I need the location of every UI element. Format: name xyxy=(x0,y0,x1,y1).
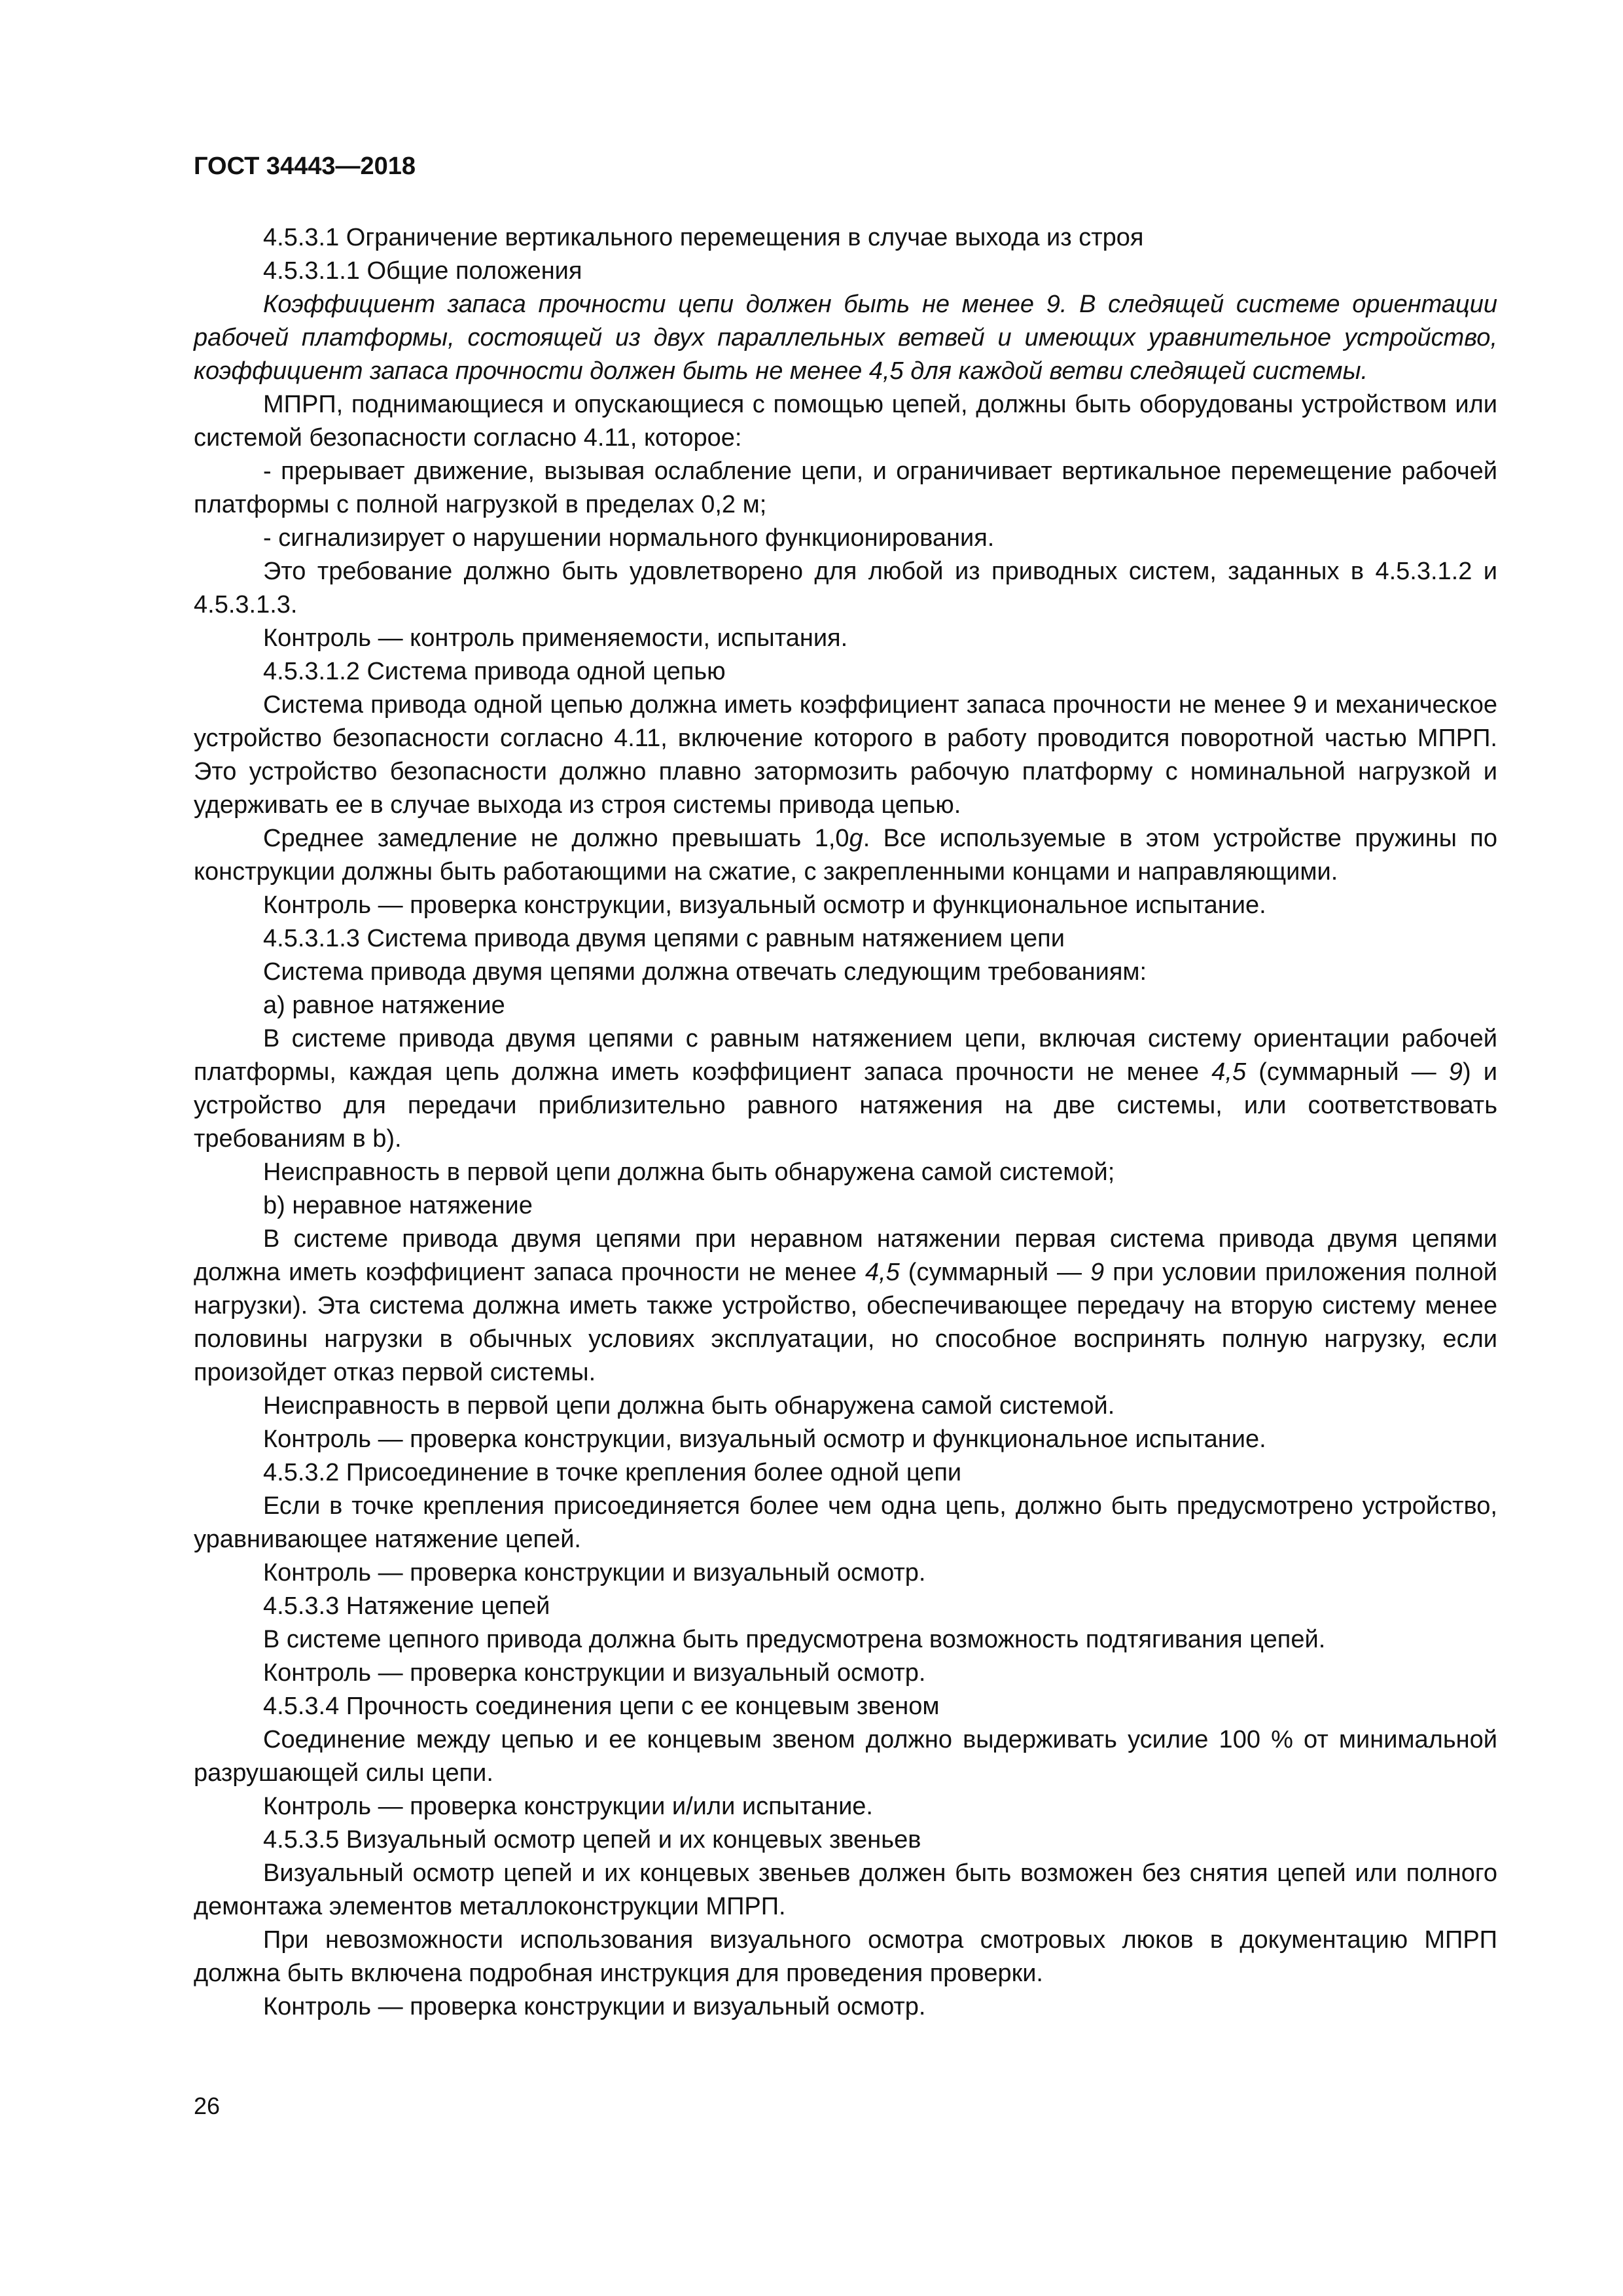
paragraph: При невозможности использования визуального осмотра смотровых люков в документацию МПРП должна быть включена подробная инструкция для проведения проверки. xyxy=(194,1926,1497,1987)
paragraph-text: В системе привода двумя цепями с равным натяжением цепи, включая систему ориентации рабочей платформы, каждая цепь должна иметь коэффициент запаса прочности не менее xyxy=(194,1025,1497,1086)
section-heading-4-5-3-1-3: 4.5.3.1.3 Система привода двумя цепями с равным натяжением цепи xyxy=(263,925,1065,952)
control-note: Контроль — контроль применяемости, испытания. xyxy=(263,624,848,652)
list-item-b: b) неравное натяжение xyxy=(263,1192,533,1219)
paragraph xyxy=(194,822,1497,889)
italic-number: 9 xyxy=(1090,1259,1105,1286)
document-header: ГОСТ 34443—2018 xyxy=(194,152,416,180)
control-note: Контроль — проверка конструкции и/или испытание. xyxy=(263,1793,873,1820)
paragraph-text: ) и устройство для передачи приблизительно равного натяжения на две системы, или соответствовать требованиям в b). xyxy=(194,1058,1497,1153)
paragraph: МПРП, поднимающиеся и опускающиеся с помощью цепей, должны быть оборудованы устройством или системой безопасности согласно 4.11, которое: xyxy=(194,391,1497,452)
italic-number: 9 xyxy=(1448,1058,1463,1086)
section-heading-4-5-3-2: 4.5.3.2 Присоединение в точке крепления более одной цепи xyxy=(263,1459,962,1486)
italic-number: 4,5 xyxy=(865,1259,900,1286)
paragraph: Неисправность в первой цепи должна быть обнаружена самой системой; xyxy=(263,1158,1115,1186)
section-heading-4-5-3-1-2: 4.5.3.1.2 Система привода одной цепью xyxy=(263,658,726,685)
gravity-symbol: g xyxy=(849,825,863,852)
paragraph-text: . Все используемые в этом устройстве пружины по конструкции должны быть работающими на сжатие, с закрепленными концами и направляющими. xyxy=(194,825,1497,886)
paragraph: Соединение между цепью и ее концевым звеном должно выдерживать усилие 100 % от минимальной разрушающей силы цепи. xyxy=(194,1726,1497,1787)
paragraph: Система привода одной цепью должна иметь коэффициент запаса прочности не менее 9 и механическое устройство безопасности согласно 4.11, включение которого в работу проводится поворотной частью МПРП. Это устройство безопасности должно плавно затормозить рабочую платформу с номинальной нагрузкой и удерживать ее в случае выхода из строя системы привода цепью. xyxy=(194,691,1497,819)
paragraph-text: (суммарный — xyxy=(899,1259,1091,1286)
control-note: Контроль — проверка конструкции и визуальный осмотр. xyxy=(263,1559,926,1587)
paragraph-text: Среднее замедление не должно превышать 1,0 xyxy=(263,825,849,852)
italic-number: 4,5 xyxy=(1211,1058,1247,1086)
paragraph: Это требование должно быть удовлетворено для любой из приводных систем, заданных в 4.5.3.1.2 и 4.5.3.1.3. xyxy=(194,558,1497,619)
section-heading-4-5-3-3: 4.5.3.3 Натяжение цепей xyxy=(263,1592,550,1620)
italic-paragraph: Коэффициент запаса прочности цепи должен быть не менее 9. В следящей системе ориентации рабочей платформы, состоящей из двух параллельных ветвей и имеющих уравнительное устройство, коэффициент запаса прочности должен быть не менее 4,5 для каждой ветви следящей системы. xyxy=(194,291,1497,385)
section-heading-4-5-3-1-1: 4.5.3.1.1 Общие положения xyxy=(263,257,582,285)
page-number: 26 xyxy=(194,2092,221,2119)
paragraph-text: В системе привода двумя цепями при неравном натяжении первая система привода двумя цепями должна иметь коэффициент запаса прочности не менее xyxy=(194,1225,1497,1286)
list-item: - прерывает движение, вызывая ослабление цепи, и ограничивает вертикальное перемещение рабочей платформы с полной нагрузкой в пределах 0,2 м; xyxy=(194,457,1497,518)
section-heading-4-5-3-5: 4.5.3.5 Визуальный осмотр цепей и их концевых звеньев xyxy=(263,1826,921,1854)
paragraph: Визуальный осмотр цепей и их концевых звеньев должен быть возможен без снятия цепей или полного демонтажа элементов металлоконструкции МПРП. xyxy=(194,1859,1497,1920)
control-note: Контроль — проверка конструкции, визуальный осмотр и функциональное испытание. xyxy=(263,891,1266,919)
control-note: Контроль — проверка конструкции и визуальный осмотр. xyxy=(263,1659,926,1687)
list-item-a: a) равное натяжение xyxy=(263,992,505,1019)
list-item: - сигнализирует о нарушении нормального функционирования. xyxy=(263,524,995,552)
paragraph: В системе цепного привода должна быть предусмотрена возможность подтягивания цепей. xyxy=(263,1626,1326,1653)
section-heading-4-5-3-1: 4.5.3.1 Ограничение вертикального перемещения в случае выхода из строя xyxy=(263,224,1144,251)
section-heading-4-5-3-4: 4.5.3.4 Прочность соединения цепи с ее концевым звеном xyxy=(263,1693,940,1720)
paragraph: Система привода двумя цепями должна отвечать следующим требованиям: xyxy=(263,958,1147,986)
paragraph xyxy=(194,1022,1497,1156)
paragraph-text: (суммарный — xyxy=(1246,1058,1449,1086)
control-note: Контроль — проверка конструкции, визуальный осмотр и функциональное испытание. xyxy=(263,1426,1266,1453)
paragraph: Если в точке крепления присоединяется более чем одна цепь, должно быть предусмотрено устройство, уравнивающее натяжение цепей. xyxy=(194,1492,1497,1553)
paragraph: Неисправность в первой цепи должна быть обнаружена самой системой. xyxy=(263,1392,1115,1420)
paragraph xyxy=(194,1223,1497,1390)
document-body xyxy=(194,221,1497,2024)
control-note: Контроль — проверка конструкции и визуальный осмотр. xyxy=(263,1993,926,2020)
paragraph-text: при условии приложения полной нагрузки). Эта система должна иметь также устройство, обеспечивающее передачу на вторую систему менее половины нагрузки в обычных условиях эксплуатации, но способное воспринять полную нагрузку, если произойдет отказ первой системы. xyxy=(194,1259,1497,1386)
